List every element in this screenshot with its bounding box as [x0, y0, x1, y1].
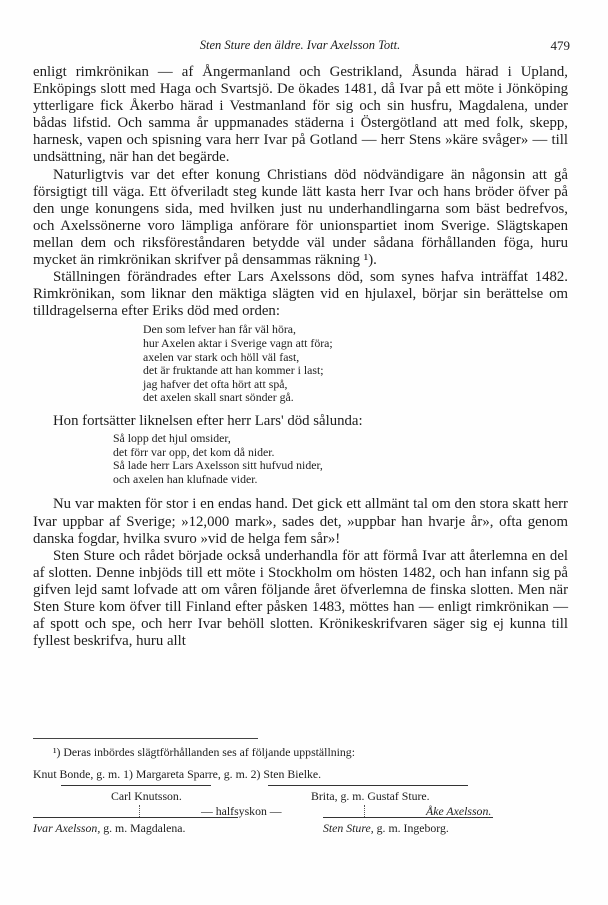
footnote-intro: ¹) Deras inbördes slägtförhållanden ses af följande uppställning: — [53, 745, 355, 759]
tree-halfsyskon: — halfsyskon — — [201, 804, 282, 818]
verse-line: och axelen han klufnade vider. — [113, 471, 258, 486]
tree-ivar — [33, 821, 185, 836]
paragraph: enligt rimkrönikan — af Ångermanland och Gestrikland, Åsunda härad i Upland, Enköpings slott med Haga och Svartsjö. De ökades 1481, då Ivar på ett möte i Jönköping ytterligare fick Åkerbo härad i Vestmanland för sig och sin husfru, Magdalena, under bådas lifstid. Och samma år uppmanades städerna i Östergötland att med folk, skepp, harnesk, vapen och spisning vara herr Ivar på Gotland — herr Stens »käre svåger» — till undsättning, när han det begärde. — [33, 64, 568, 166]
paragraph: Naturligtvis var det efter konung Christians död nödvändigare än någonsin att gå försigtigt till väga. Ett öfveriladt steg kunde lätt kasta herr Ivar och hans bröder öfver på den unge konungens sida, med hvilken just nu underhandlingarna som bäst bedrefvos, och Axelssönerne voro lämpliga anförare för unionspartiet inom Sverige. Slägtskapen mellan dem och riksföreståndaren betydde väl under sådana förhållanden föga, huru mycket än rimkrönikan skrifver på densammas räkning ¹). — [33, 166, 568, 269]
verse-quote — [143, 323, 568, 405]
verse-lead: Hon fortsätter liknelsen efter herr Lars' död sålunda: — [53, 412, 363, 429]
tree-ivar-name: Ivar Axelsson, — [33, 821, 101, 835]
verse-line: jag hafver det ofta hört att spå, — [143, 376, 288, 391]
tree-brita: Brita, g. m. Gustaf Sture. — [311, 789, 430, 803]
brace — [33, 813, 238, 818]
verse-line: det förr var opp, det kom då nider. — [113, 444, 275, 459]
paragraph: Ställningen förändrades efter Lars Axelssons död, som synes hafva inträffat 1482. Rimkrönikan, som liknar den mäktiga slägten vid en hjulaxel, börjar sin berättelse om tilldragelserna efter Eriks död med orden: — [33, 269, 568, 320]
brace — [323, 813, 493, 818]
genealogy-tree — [33, 765, 573, 845]
tree-ivar-rest: g. m. Magdalena. — [103, 821, 186, 835]
tree-carl: Carl Knutsson. — [111, 789, 182, 803]
verse-line: Så lopp det hjul omsider, — [113, 431, 231, 446]
verse-quote-2 — [113, 432, 568, 486]
paragraph: Nu var makten för stor i en endas hand. Det gick ett allmänt tal om den stora skatt herr Ivar uppbar af Sverige; »12,000 mark», sades det, »uppbar han hvarje år», ofta genom danska fogdar, hvilka svuro »vid de helga fem sår»! — [33, 496, 568, 547]
verse-line: axelen var stark och höll väl fast, — [143, 349, 300, 364]
main-text — [33, 64, 568, 650]
paragraph: Sten Sture och rådet började också underhandla för att förmå Ivar att återlemna en del af slotten. Denne inbjöds till ett möte i Stockholm om hösten 1482, och han infann sig på gifven lejd samt lofvade att om våren följande året öfverlemna de finska slotten. Men när Sten Sture kom öfver till Finland efter påsken 1483, möttes han — enligt rimkrönikan — af spott och spe, och herr Ivar behöll slotten. Krönikeskrifvaren säger sig ej kunna till fyllest beskrifva, huru allt — [33, 547, 568, 650]
tree-sten — [323, 821, 449, 836]
verse-line: hur Axelen aktar i Sverige vagn att föra; — [143, 336, 333, 350]
verse-line: Så lade herr Lars Axelsson sitt hufvud nider, — [113, 458, 323, 473]
tree-ake: Åke Axelsson. — [426, 804, 492, 818]
tree-top-line: Knut Bonde, g. m. 1) Margareta Sparre, g. m. 2) Sten Bielke. — [33, 767, 322, 781]
tree-sten-rest: g. m. Ingeborg. — [376, 821, 449, 835]
verse-line: det axelen skall snart sönder gå. — [143, 390, 294, 405]
tree-sten-name: Sten Sture, — [323, 821, 374, 835]
page-header — [30, 38, 570, 54]
verse-line: Den som lefver han får väl höra, — [143, 322, 296, 337]
verse-line: det är fruktande att han kommer i last; — [143, 363, 324, 378]
running-title: Sten Sture den äldre. Ivar Axelsson Tott. — [199, 38, 401, 52]
footnote — [33, 745, 573, 759]
footnote-rule — [33, 738, 258, 739]
page-number: 479 — [550, 38, 570, 53]
